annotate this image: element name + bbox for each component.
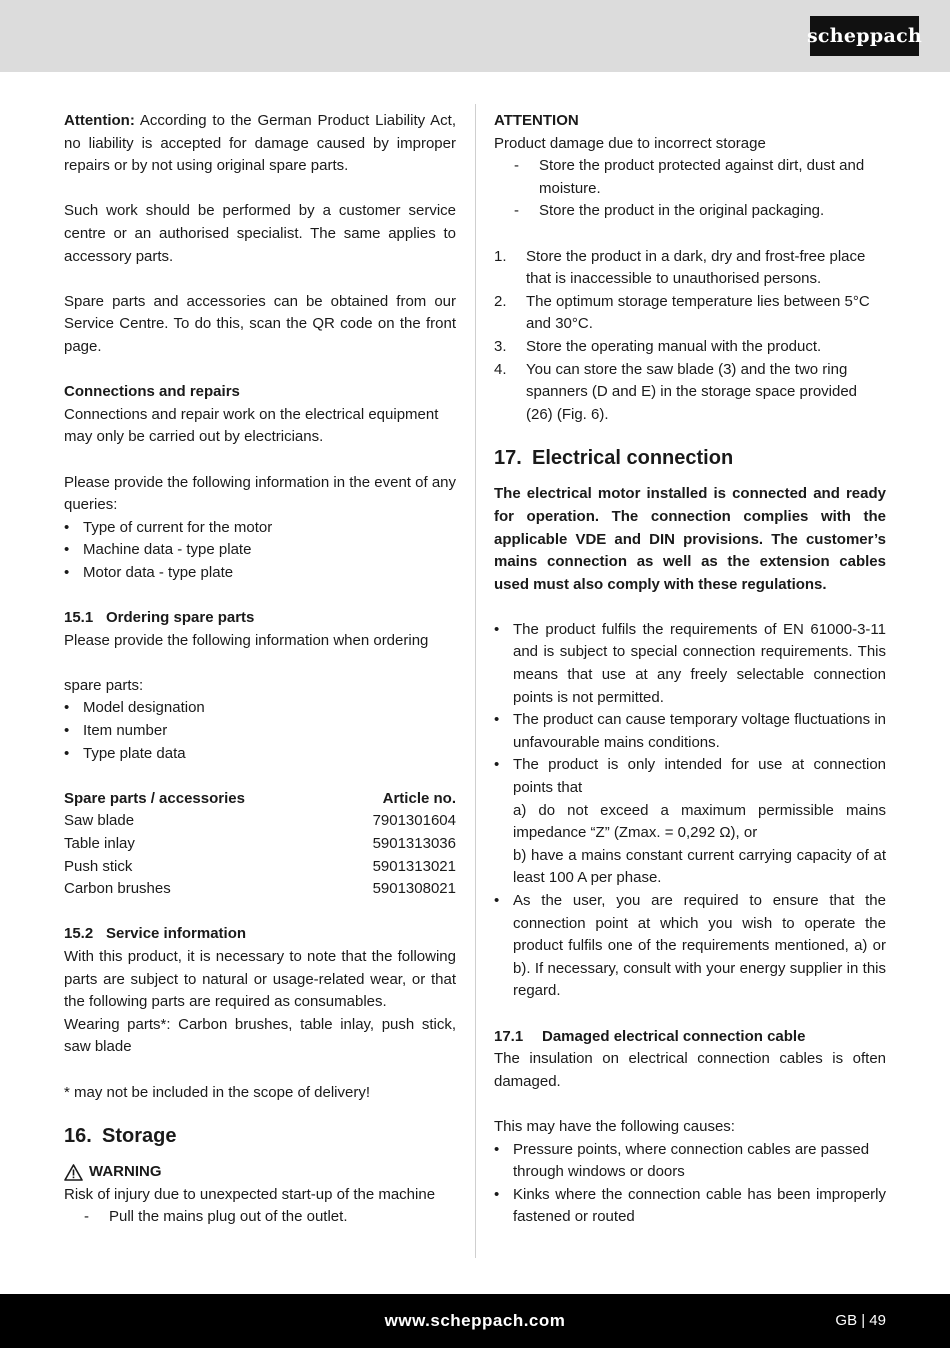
warning-label: WARNING [89,1163,162,1181]
article-number: 7901301604 [372,812,456,830]
list-item: • Item number [64,720,456,743]
list-item: • Kinks where the connection cable has been improperly fastened or routed [494,1184,886,1229]
brand-logo: scheppach [810,16,919,56]
attention-list [494,155,886,223]
warning-text: Risk of injury due to unexpected start-up of the machine [64,1185,436,1203]
section-number: 15.2 [64,925,94,943]
footnote: * may not be included in the scope of delivery! [64,1083,371,1101]
right-column [494,110,886,1229]
list-item: • Type of current for the motor [64,517,456,540]
electrical-list [494,619,886,1003]
queries-list [64,517,456,585]
spare-parts-table [64,788,456,901]
footer [0,1294,950,1348]
list-item: 1. Store the product in a dark, dry and frost-free place that is inaccessible to unauthorised persons. [494,247,866,288]
article-number: 5901313021 [372,857,456,875]
ordering-text-2: spare parts: [64,676,144,694]
list-item: • As the user, you are required to ensure that the connection point at which you wish to operate the product fulfils one of the requirements mentioned, a) or b). If necessary, consult with your energy supplier in this regard. [494,890,886,1003]
list-item: • Model designation [64,697,456,720]
section-15-1-heading [64,607,456,630]
table-row [64,833,456,856]
connections-text: Connections and repair work on the electrical equipment may only be carried out by electricians. [64,405,439,446]
list-item: • Machine data - type plate [64,539,456,562]
article-number: 5901308021 [372,880,456,898]
section-17-1-heading [494,1026,886,1049]
header-band [0,0,950,72]
list-item: • The product is only intended for use at connection points that a) do not exceed a maximum permissible mains impedance “Z” (Zmax. = 0,292 Ω), or b) have a mains constant current carrying capacity of at least 100 A per phase. [494,754,886,890]
table-row [64,878,456,901]
list-item: • Pressure points, where connection cables are passed through windows or doors [494,1139,886,1184]
attention-text: According to the German Product Liability Act, no liability is accepted for damage caused by improper repairs or by not using original spare parts. [64,112,456,175]
attention-label: Attention: [64,112,135,129]
connections-heading: Connections and repairs [64,383,240,401]
queries-intro: Please provide the following information in the event of any queries: [64,473,456,514]
service-info-text: With this product, it is necessary to note that the following parts are subject to natural or usage-related wear, or that the following parts are required as consumables. [64,947,456,1011]
list-item: 2. The optimum storage temperature lies between 5°C and 30°C. [494,292,870,333]
damaged-cable-text: The insulation on electrical connection cables is often damaged. [494,1050,886,1090]
list-item: 3. Store the operating manual with the product. [494,337,822,355]
attention-heading: ATTENTION [494,112,579,129]
warning-triangle-icon [64,1164,83,1181]
column-divider [475,104,476,1258]
section-16-heading [64,1123,456,1149]
table-row [64,856,456,879]
table-header: Spare parts / accessories [64,789,245,807]
electrical-intro: The electrical motor installed is connected and ready for operation. The connection complies with the applicable VDE and DIN provisions. The customer’s mains connection as well as the extension cables used must also comply with these regulations. [494,485,886,593]
list-item: - Pull the mains plug out of the outlet. [84,1208,348,1226]
section-title: Electrical connection [532,447,734,470]
part-name: Push stick [64,857,133,875]
part-name: Carbon brushes [64,880,171,898]
part-name: Saw blade [64,812,135,830]
warning-list [64,1206,456,1229]
ordering-text-1: Please provide the following information when ordering [64,631,429,649]
list-item: • Motor data - type plate [64,562,456,585]
causes-intro: This may have the following causes: [494,1117,735,1135]
list-item: - Store the product protected against dirt, dust and moisture. [514,157,865,197]
ordering-list [64,697,456,765]
left-column [64,110,456,1229]
list-item: • Type plate data [64,743,456,766]
list-item: 4. You can store the saw blade (3) and the two ring spanners (D and E) in the storage space provided (26) (Fig. 6). [494,360,858,423]
section-15-2-heading [64,923,456,946]
section-number: 17. [494,447,522,470]
warning-heading [64,1161,456,1184]
list-item: - Store the product in the original packaging. [514,202,825,220]
section-number: 15.1 [64,609,94,627]
part-name: Table inlay [64,835,135,852]
customer-service-paragraph: Such work should be performed by a customer service centre or an authorised specialist. The same applies to accessory parts. [64,202,456,265]
attention-text: Product damage due to incorrect storage [494,134,766,152]
table-header-row [64,788,456,811]
section-number: 17.1 [494,1027,524,1045]
storage-steps [494,246,886,427]
attention-paragraph [64,110,456,178]
section-title: Damaged electrical connection cable [542,1027,806,1045]
page-number: GB | 49 [835,1312,886,1329]
wearing-parts-text: Wearing parts*: Carbon brushes, table inlay, push stick, saw blade [64,1015,456,1056]
footer-website-link[interactable]: www.scheppach.com [384,1311,566,1330]
table-header: Article no. [382,789,456,807]
article-number: 5901313036 [372,835,456,852]
section-17-heading [494,445,886,471]
section-title: Ordering spare parts [106,609,255,627]
spare-parts-paragraph: Spare parts and accessories can be obtained from our Service Centre. To do this, scan the QR code on the front page. [64,292,456,355]
section-title: Service information [106,925,247,943]
list-item: • The product can cause temporary voltage fluctuations in unfavourable mains conditions. [494,709,886,754]
causes-list [494,1139,886,1229]
table-row [64,810,456,833]
section-number: 16. [64,1125,92,1148]
list-item: • The product fulfils the requirements of EN 61000-3-11 and is subject to special connection requirements. This means that use at any freely selectable connection points is not permitted. [494,619,886,709]
section-title: Storage [102,1125,177,1148]
